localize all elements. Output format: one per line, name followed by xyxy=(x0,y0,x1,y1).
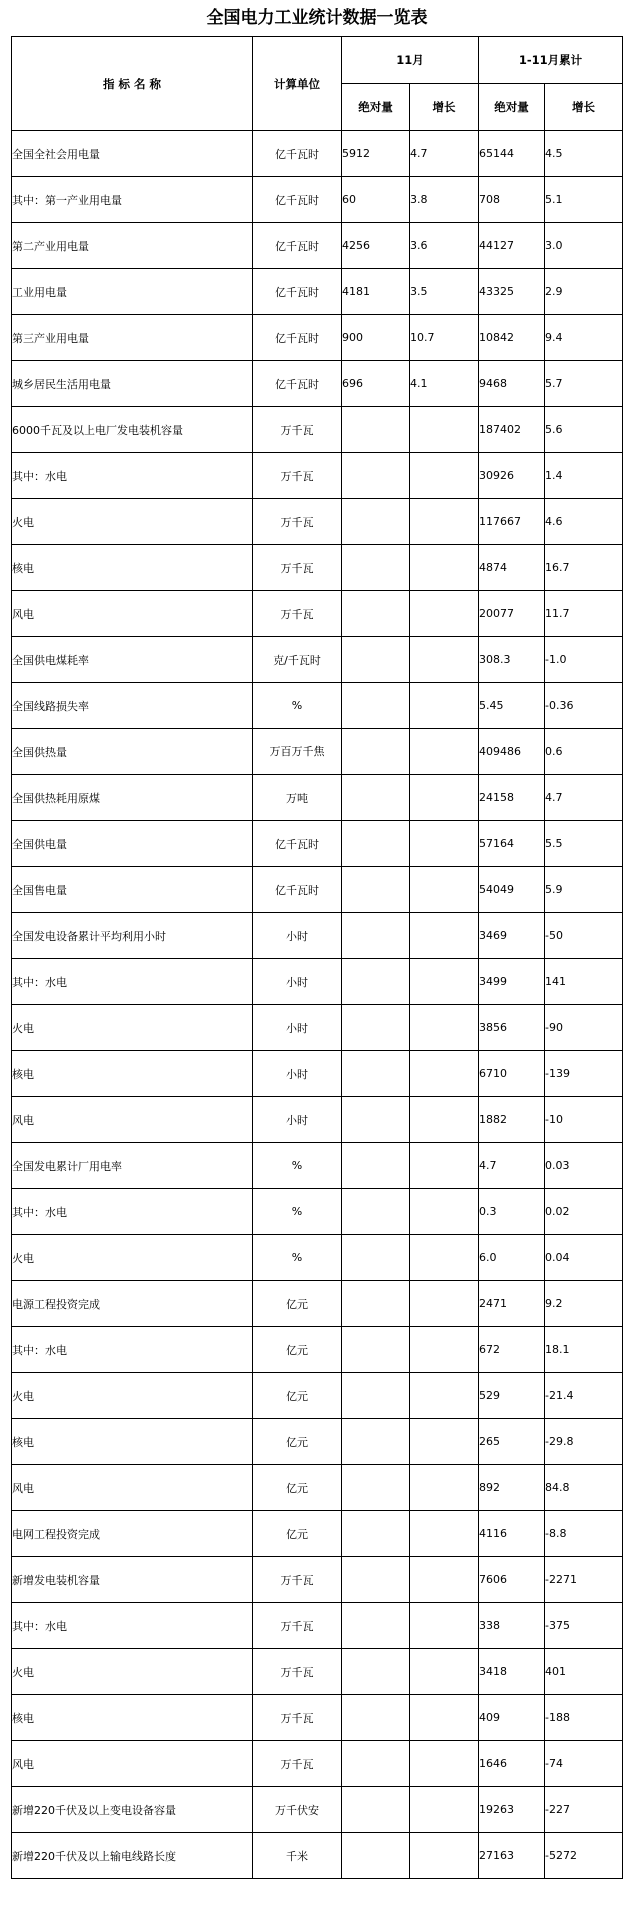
cumulative-growth-cell: 4.5 xyxy=(545,131,623,177)
month-absolute-cell xyxy=(342,1419,410,1465)
month-absolute-cell xyxy=(342,1557,410,1603)
cumulative-growth-cell: -10 xyxy=(545,1097,623,1143)
table-row xyxy=(12,1741,623,1787)
month-growth-cell xyxy=(410,1005,479,1051)
indicator-name: 火电 xyxy=(12,499,253,545)
month-absolute-cell xyxy=(342,683,410,729)
table-row xyxy=(12,683,623,729)
unit-cell: 亿元 xyxy=(253,1373,342,1419)
month-growth-cell xyxy=(410,499,479,545)
indicator-name: 全国供热耗用原煤 xyxy=(12,775,253,821)
unit-cell: 亿元 xyxy=(253,1419,342,1465)
month-growth-cell xyxy=(410,1143,479,1189)
header-row xyxy=(12,37,623,84)
table-row xyxy=(12,177,623,223)
unit-cell: 亿千瓦时 xyxy=(253,315,342,361)
month-growth-cell xyxy=(410,959,479,1005)
month-absolute-cell xyxy=(342,1235,410,1281)
table-row xyxy=(12,1833,623,1879)
cumulative-absolute-cell: 4.7 xyxy=(479,1143,545,1189)
month-absolute-cell: 4181 xyxy=(342,269,410,315)
indicator-name: 风电 xyxy=(12,1465,253,1511)
unit-cell: % xyxy=(253,1235,342,1281)
unit-cell: 万千瓦 xyxy=(253,453,342,499)
unit-cell: 万千瓦 xyxy=(253,407,342,453)
unit-cell: 万千瓦 xyxy=(253,1649,342,1695)
month-absolute-cell xyxy=(342,1465,410,1511)
cumulative-absolute-cell: 24158 xyxy=(479,775,545,821)
statistics-table xyxy=(11,36,623,1879)
table-row xyxy=(12,1143,623,1189)
indicator-name: 全国全社会用电量 xyxy=(12,131,253,177)
month-growth-cell xyxy=(410,683,479,729)
table-row xyxy=(12,1327,623,1373)
indicator-name: 第三产业用电量 xyxy=(12,315,253,361)
month-growth-cell xyxy=(410,1189,479,1235)
table-row xyxy=(12,315,623,361)
unit-cell: 小时 xyxy=(253,913,342,959)
cumulative-growth-cell: -90 xyxy=(545,1005,623,1051)
table-row xyxy=(12,269,623,315)
month-growth-cell xyxy=(410,1097,479,1143)
month-absolute-cell xyxy=(342,1051,410,1097)
table-row xyxy=(12,775,623,821)
table-row xyxy=(12,1649,623,1695)
indicator-name: 电网工程投资完成 xyxy=(12,1511,253,1557)
month-absolute-cell xyxy=(342,1787,410,1833)
month-growth-cell xyxy=(410,775,479,821)
table-row xyxy=(12,729,623,775)
cumulative-absolute-cell: 43325 xyxy=(479,269,545,315)
cumulative-absolute-cell: 708 xyxy=(479,177,545,223)
cumulative-absolute-cell: 1882 xyxy=(479,1097,545,1143)
indicator-name: 火电 xyxy=(12,1235,253,1281)
cumulative-growth-cell: 1.4 xyxy=(545,453,623,499)
cumulative-growth-cell: 16.7 xyxy=(545,545,623,591)
indicator-name: 电源工程投资完成 xyxy=(12,1281,253,1327)
month-absolute-cell xyxy=(342,591,410,637)
table-row xyxy=(12,1603,623,1649)
indicator-name: 第二产业用电量 xyxy=(12,223,253,269)
month-growth-cell xyxy=(410,729,479,775)
table-row xyxy=(12,223,623,269)
cumulative-growth-cell: -74 xyxy=(545,1741,623,1787)
table-row xyxy=(12,1373,623,1419)
table-row xyxy=(12,1557,623,1603)
month-growth-cell xyxy=(410,407,479,453)
unit-cell: 小时 xyxy=(253,1051,342,1097)
table-row xyxy=(12,545,623,591)
month-absolute-cell xyxy=(342,775,410,821)
table-row xyxy=(12,1281,623,1327)
month-growth-cell: 4.1 xyxy=(410,361,479,407)
month-growth-cell xyxy=(410,1327,479,1373)
cumulative-absolute-cell: 19263 xyxy=(479,1787,545,1833)
table-row xyxy=(12,1189,623,1235)
cumulative-absolute-cell: 27163 xyxy=(479,1833,545,1879)
indicator-name: 新增发电装机容量 xyxy=(12,1557,253,1603)
indicator-name: 核电 xyxy=(12,1419,253,1465)
indicator-name: 6000千瓦及以上电厂发电装机容量 xyxy=(12,407,253,453)
cumulative-absolute-cell: 57164 xyxy=(479,821,545,867)
unit-cell: 亿千瓦时 xyxy=(253,867,342,913)
cumulative-absolute-cell: 7606 xyxy=(479,1557,545,1603)
cumulative-growth-cell: -21.4 xyxy=(545,1373,623,1419)
cumulative-absolute-cell: 265 xyxy=(479,1419,545,1465)
cumulative-growth-cell: -227 xyxy=(545,1787,623,1833)
table-row xyxy=(12,131,623,177)
unit-cell: 克/千瓦时 xyxy=(253,637,342,683)
month-absolute-cell xyxy=(342,1603,410,1649)
unit-cell: 亿千瓦时 xyxy=(253,269,342,315)
month-growth-cell xyxy=(410,545,479,591)
month-growth-cell xyxy=(410,1281,479,1327)
indicator-name: 全国供热量 xyxy=(12,729,253,775)
month-absolute-cell xyxy=(342,1741,410,1787)
cumulative-absolute-cell: 117667 xyxy=(479,499,545,545)
cumulative-absolute-cell: 6.0 xyxy=(479,1235,545,1281)
month-growth-cell xyxy=(410,637,479,683)
month-growth-cell xyxy=(410,1557,479,1603)
month-growth-cell: 3.8 xyxy=(410,177,479,223)
cumulative-absolute-cell: 5.45 xyxy=(479,683,545,729)
cumulative-absolute-cell: 187402 xyxy=(479,407,545,453)
indicator-name: 城乡居民生活用电量 xyxy=(12,361,253,407)
table-row xyxy=(12,1051,623,1097)
cumulative-absolute-cell: 672 xyxy=(479,1327,545,1373)
month-growth-cell: 3.6 xyxy=(410,223,479,269)
cumulative-growth-cell: 5.6 xyxy=(545,407,623,453)
cumulative-growth-cell: 9.2 xyxy=(545,1281,623,1327)
indicator-name: 其中：水电 xyxy=(12,453,253,499)
month-growth-cell xyxy=(410,821,479,867)
cumulative-absolute-cell: 6710 xyxy=(479,1051,545,1097)
cumulative-absolute-cell: 338 xyxy=(479,1603,545,1649)
cumulative-absolute-cell: 308.3 xyxy=(479,637,545,683)
month-growth-header: 增长 xyxy=(410,84,479,131)
cumulative-absolute-cell: 44127 xyxy=(479,223,545,269)
indicator-name: 全国售电量 xyxy=(12,867,253,913)
month-header: 11月 xyxy=(342,37,479,84)
cumulative-growth-cell: 4.6 xyxy=(545,499,623,545)
month-absolute-cell: 60 xyxy=(342,177,410,223)
unit-cell: 亿元 xyxy=(253,1281,342,1327)
month-growth-cell xyxy=(410,913,479,959)
unit-cell: 千米 xyxy=(253,1833,342,1879)
cumulative-absolute-cell: 30926 xyxy=(479,453,545,499)
month-growth-cell: 10.7 xyxy=(410,315,479,361)
cumulative-growth-cell: -29.8 xyxy=(545,1419,623,1465)
indicator-name: 风电 xyxy=(12,1097,253,1143)
unit-cell: 小时 xyxy=(253,959,342,1005)
month-absolute-cell xyxy=(342,913,410,959)
unit-cell: 万吨 xyxy=(253,775,342,821)
table-row xyxy=(12,591,623,637)
month-absolute-cell xyxy=(342,545,410,591)
cumulative-growth-cell: -188 xyxy=(545,1695,623,1741)
cumulative-growth-cell: 9.4 xyxy=(545,315,623,361)
unit-cell: 万千瓦 xyxy=(253,499,342,545)
month-absolute-cell: 696 xyxy=(342,361,410,407)
table-row xyxy=(12,959,623,1005)
table-row xyxy=(12,1005,623,1051)
month-absolute-cell xyxy=(342,1373,410,1419)
cumulative-growth-cell: 401 xyxy=(545,1649,623,1695)
cumulative-growth-cell: 5.1 xyxy=(545,177,623,223)
indicator-name: 火电 xyxy=(12,1649,253,1695)
cumulative-growth-header: 增长 xyxy=(545,84,623,131)
month-growth-cell xyxy=(410,1833,479,1879)
table-row xyxy=(12,913,623,959)
month-absolute-cell xyxy=(342,1695,410,1741)
indicator-name: 全国供电煤耗率 xyxy=(12,637,253,683)
unit-cell: % xyxy=(253,1143,342,1189)
month-absolute-cell xyxy=(342,1143,410,1189)
month-absolute-cell xyxy=(342,1649,410,1695)
month-absolute-cell xyxy=(342,637,410,683)
table-row xyxy=(12,1787,623,1833)
cumulative-absolute-cell: 3856 xyxy=(479,1005,545,1051)
month-growth-cell xyxy=(410,1741,479,1787)
indicator-name: 工业用电量 xyxy=(12,269,253,315)
month-growth-cell: 3.5 xyxy=(410,269,479,315)
cumulative-absolute-cell: 4116 xyxy=(479,1511,545,1557)
indicator-name: 风电 xyxy=(12,1741,253,1787)
month-absolute-cell: 4256 xyxy=(342,223,410,269)
month-growth-cell xyxy=(410,1373,479,1419)
cumulative-absolute-cell: 54049 xyxy=(479,867,545,913)
month-absolute-cell xyxy=(342,867,410,913)
table-body xyxy=(12,131,623,1879)
cumulative-growth-cell: 0.04 xyxy=(545,1235,623,1281)
cumulative-absolute-header: 绝对量 xyxy=(479,84,545,131)
unit-cell: 万千瓦 xyxy=(253,1741,342,1787)
cumulative-growth-cell: 0.6 xyxy=(545,729,623,775)
indicator-name: 火电 xyxy=(12,1005,253,1051)
month-absolute-header: 绝对量 xyxy=(342,84,410,131)
cumulative-absolute-cell: 529 xyxy=(479,1373,545,1419)
cumulative-absolute-cell: 9468 xyxy=(479,361,545,407)
month-growth-cell xyxy=(410,1419,479,1465)
cumulative-absolute-cell: 1646 xyxy=(479,1741,545,1787)
unit-cell: 万千瓦 xyxy=(253,1695,342,1741)
month-growth-cell xyxy=(410,1235,479,1281)
unit-cell: 亿千瓦时 xyxy=(253,131,342,177)
month-absolute-cell xyxy=(342,499,410,545)
table-row xyxy=(12,1511,623,1557)
month-absolute-cell xyxy=(342,729,410,775)
table-row xyxy=(12,1465,623,1511)
unit-cell: % xyxy=(253,1189,342,1235)
indicator-header: 指 标 名 称 xyxy=(12,37,253,131)
cumulative-growth-cell: -1.0 xyxy=(545,637,623,683)
unit-cell: 万百万千焦 xyxy=(253,729,342,775)
cumulative-growth-cell: 0.03 xyxy=(545,1143,623,1189)
month-absolute-cell: 5912 xyxy=(342,131,410,177)
cumulative-growth-cell: 3.0 xyxy=(545,223,623,269)
unit-cell: 亿千瓦时 xyxy=(253,223,342,269)
month-growth-cell xyxy=(410,1511,479,1557)
indicator-name: 新增220千伏及以上变电设备容量 xyxy=(12,1787,253,1833)
cumulative-growth-cell: 84.8 xyxy=(545,1465,623,1511)
unit-header: 计算单位 xyxy=(253,37,342,131)
month-growth-cell xyxy=(410,1051,479,1097)
table-row xyxy=(12,499,623,545)
indicator-name: 核电 xyxy=(12,1051,253,1097)
table-row xyxy=(12,407,623,453)
unit-cell: 亿千瓦时 xyxy=(253,177,342,223)
cumulative-growth-cell: -2271 xyxy=(545,1557,623,1603)
table-row xyxy=(12,453,623,499)
month-growth-cell xyxy=(410,453,479,499)
table-row xyxy=(12,1097,623,1143)
unit-cell: 万千瓦 xyxy=(253,591,342,637)
unit-cell: 万千瓦 xyxy=(253,1603,342,1649)
month-absolute-cell xyxy=(342,453,410,499)
table-row xyxy=(12,1695,623,1741)
cumulative-absolute-cell: 3418 xyxy=(479,1649,545,1695)
month-absolute-cell xyxy=(342,1833,410,1879)
indicator-name: 核电 xyxy=(12,1695,253,1741)
cumulative-absolute-cell: 0.3 xyxy=(479,1189,545,1235)
cumulative-growth-cell: -139 xyxy=(545,1051,623,1097)
month-growth-cell xyxy=(410,867,479,913)
month-absolute-cell xyxy=(342,959,410,1005)
cumulative-growth-cell: 11.7 xyxy=(545,591,623,637)
indicator-name: 其中：水电 xyxy=(12,1189,253,1235)
indicator-name: 火电 xyxy=(12,1373,253,1419)
indicator-name: 其中：第一产业用电量 xyxy=(12,177,253,223)
cumulative-absolute-cell: 65144 xyxy=(479,131,545,177)
cumulative-absolute-cell: 2471 xyxy=(479,1281,545,1327)
unit-cell: 亿元 xyxy=(253,1327,342,1373)
cumulative-absolute-cell: 892 xyxy=(479,1465,545,1511)
table-row xyxy=(12,1419,623,1465)
month-growth-cell xyxy=(410,1465,479,1511)
unit-cell: 亿千瓦时 xyxy=(253,361,342,407)
month-absolute-cell: 900 xyxy=(342,315,410,361)
cumulative-growth-cell: 5.7 xyxy=(545,361,623,407)
month-absolute-cell xyxy=(342,1097,410,1143)
unit-cell: 小时 xyxy=(253,1097,342,1143)
unit-cell: % xyxy=(253,683,342,729)
cumulative-absolute-cell: 409486 xyxy=(479,729,545,775)
month-absolute-cell xyxy=(342,1511,410,1557)
month-absolute-cell xyxy=(342,1281,410,1327)
indicator-name: 其中：水电 xyxy=(12,1603,253,1649)
cumulative-growth-cell: 5.9 xyxy=(545,867,623,913)
cumulative-absolute-cell: 4874 xyxy=(479,545,545,591)
cumulative-growth-cell: -375 xyxy=(545,1603,623,1649)
unit-cell: 亿千瓦时 xyxy=(253,821,342,867)
unit-cell: 万千瓦 xyxy=(253,1557,342,1603)
cumulative-absolute-cell: 3499 xyxy=(479,959,545,1005)
page-title: 全国电力工业统计数据一览表 xyxy=(206,8,428,28)
indicator-name: 全国发电累计厂用电率 xyxy=(12,1143,253,1189)
cumulative-absolute-cell: 3469 xyxy=(479,913,545,959)
cumulative-absolute-cell: 10842 xyxy=(479,315,545,361)
cumulative-growth-cell: 141 xyxy=(545,959,623,1005)
table-row xyxy=(12,867,623,913)
unit-cell: 万千瓦 xyxy=(253,545,342,591)
indicator-name: 新增220千伏及以上输电线路长度 xyxy=(12,1833,253,1879)
month-absolute-cell xyxy=(342,1005,410,1051)
month-growth-cell xyxy=(410,1695,479,1741)
month-growth-cell xyxy=(410,1787,479,1833)
cumulative-growth-cell: 2.9 xyxy=(545,269,623,315)
table-row xyxy=(12,361,623,407)
cumulative-growth-cell: -5272 xyxy=(545,1833,623,1879)
month-absolute-cell xyxy=(342,1189,410,1235)
month-growth-cell xyxy=(410,591,479,637)
cumulative-growth-cell: -0.36 xyxy=(545,683,623,729)
indicator-name: 其中：水电 xyxy=(12,959,253,1005)
cumulative-growth-cell: -50 xyxy=(545,913,623,959)
month-growth-cell xyxy=(410,1603,479,1649)
month-absolute-cell xyxy=(342,821,410,867)
indicator-name: 其中：水电 xyxy=(12,1327,253,1373)
unit-cell: 小时 xyxy=(253,1005,342,1051)
cumulative-header: 1-11月累计 xyxy=(479,37,623,84)
indicator-name: 全国线路损失率 xyxy=(12,683,253,729)
table-row xyxy=(12,637,623,683)
cumulative-growth-cell: 18.1 xyxy=(545,1327,623,1373)
indicator-name: 全国发电设备累计平均利用小时 xyxy=(12,913,253,959)
cumulative-growth-cell: -8.8 xyxy=(545,1511,623,1557)
month-growth-cell: 4.7 xyxy=(410,131,479,177)
month-absolute-cell xyxy=(342,407,410,453)
unit-cell: 亿元 xyxy=(253,1465,342,1511)
indicator-name: 风电 xyxy=(12,591,253,637)
cumulative-growth-cell: 0.02 xyxy=(545,1189,623,1235)
unit-cell: 亿元 xyxy=(253,1511,342,1557)
cumulative-absolute-cell: 20077 xyxy=(479,591,545,637)
unit-cell: 万千伏安 xyxy=(253,1787,342,1833)
indicator-name: 核电 xyxy=(12,545,253,591)
table-row xyxy=(12,1235,623,1281)
cumulative-absolute-cell: 409 xyxy=(479,1695,545,1741)
month-growth-cell xyxy=(410,1649,479,1695)
indicator-name: 全国供电量 xyxy=(12,821,253,867)
cumulative-growth-cell: 4.7 xyxy=(545,775,623,821)
cumulative-growth-cell: 5.5 xyxy=(545,821,623,867)
table-row xyxy=(12,821,623,867)
month-absolute-cell xyxy=(342,1327,410,1373)
